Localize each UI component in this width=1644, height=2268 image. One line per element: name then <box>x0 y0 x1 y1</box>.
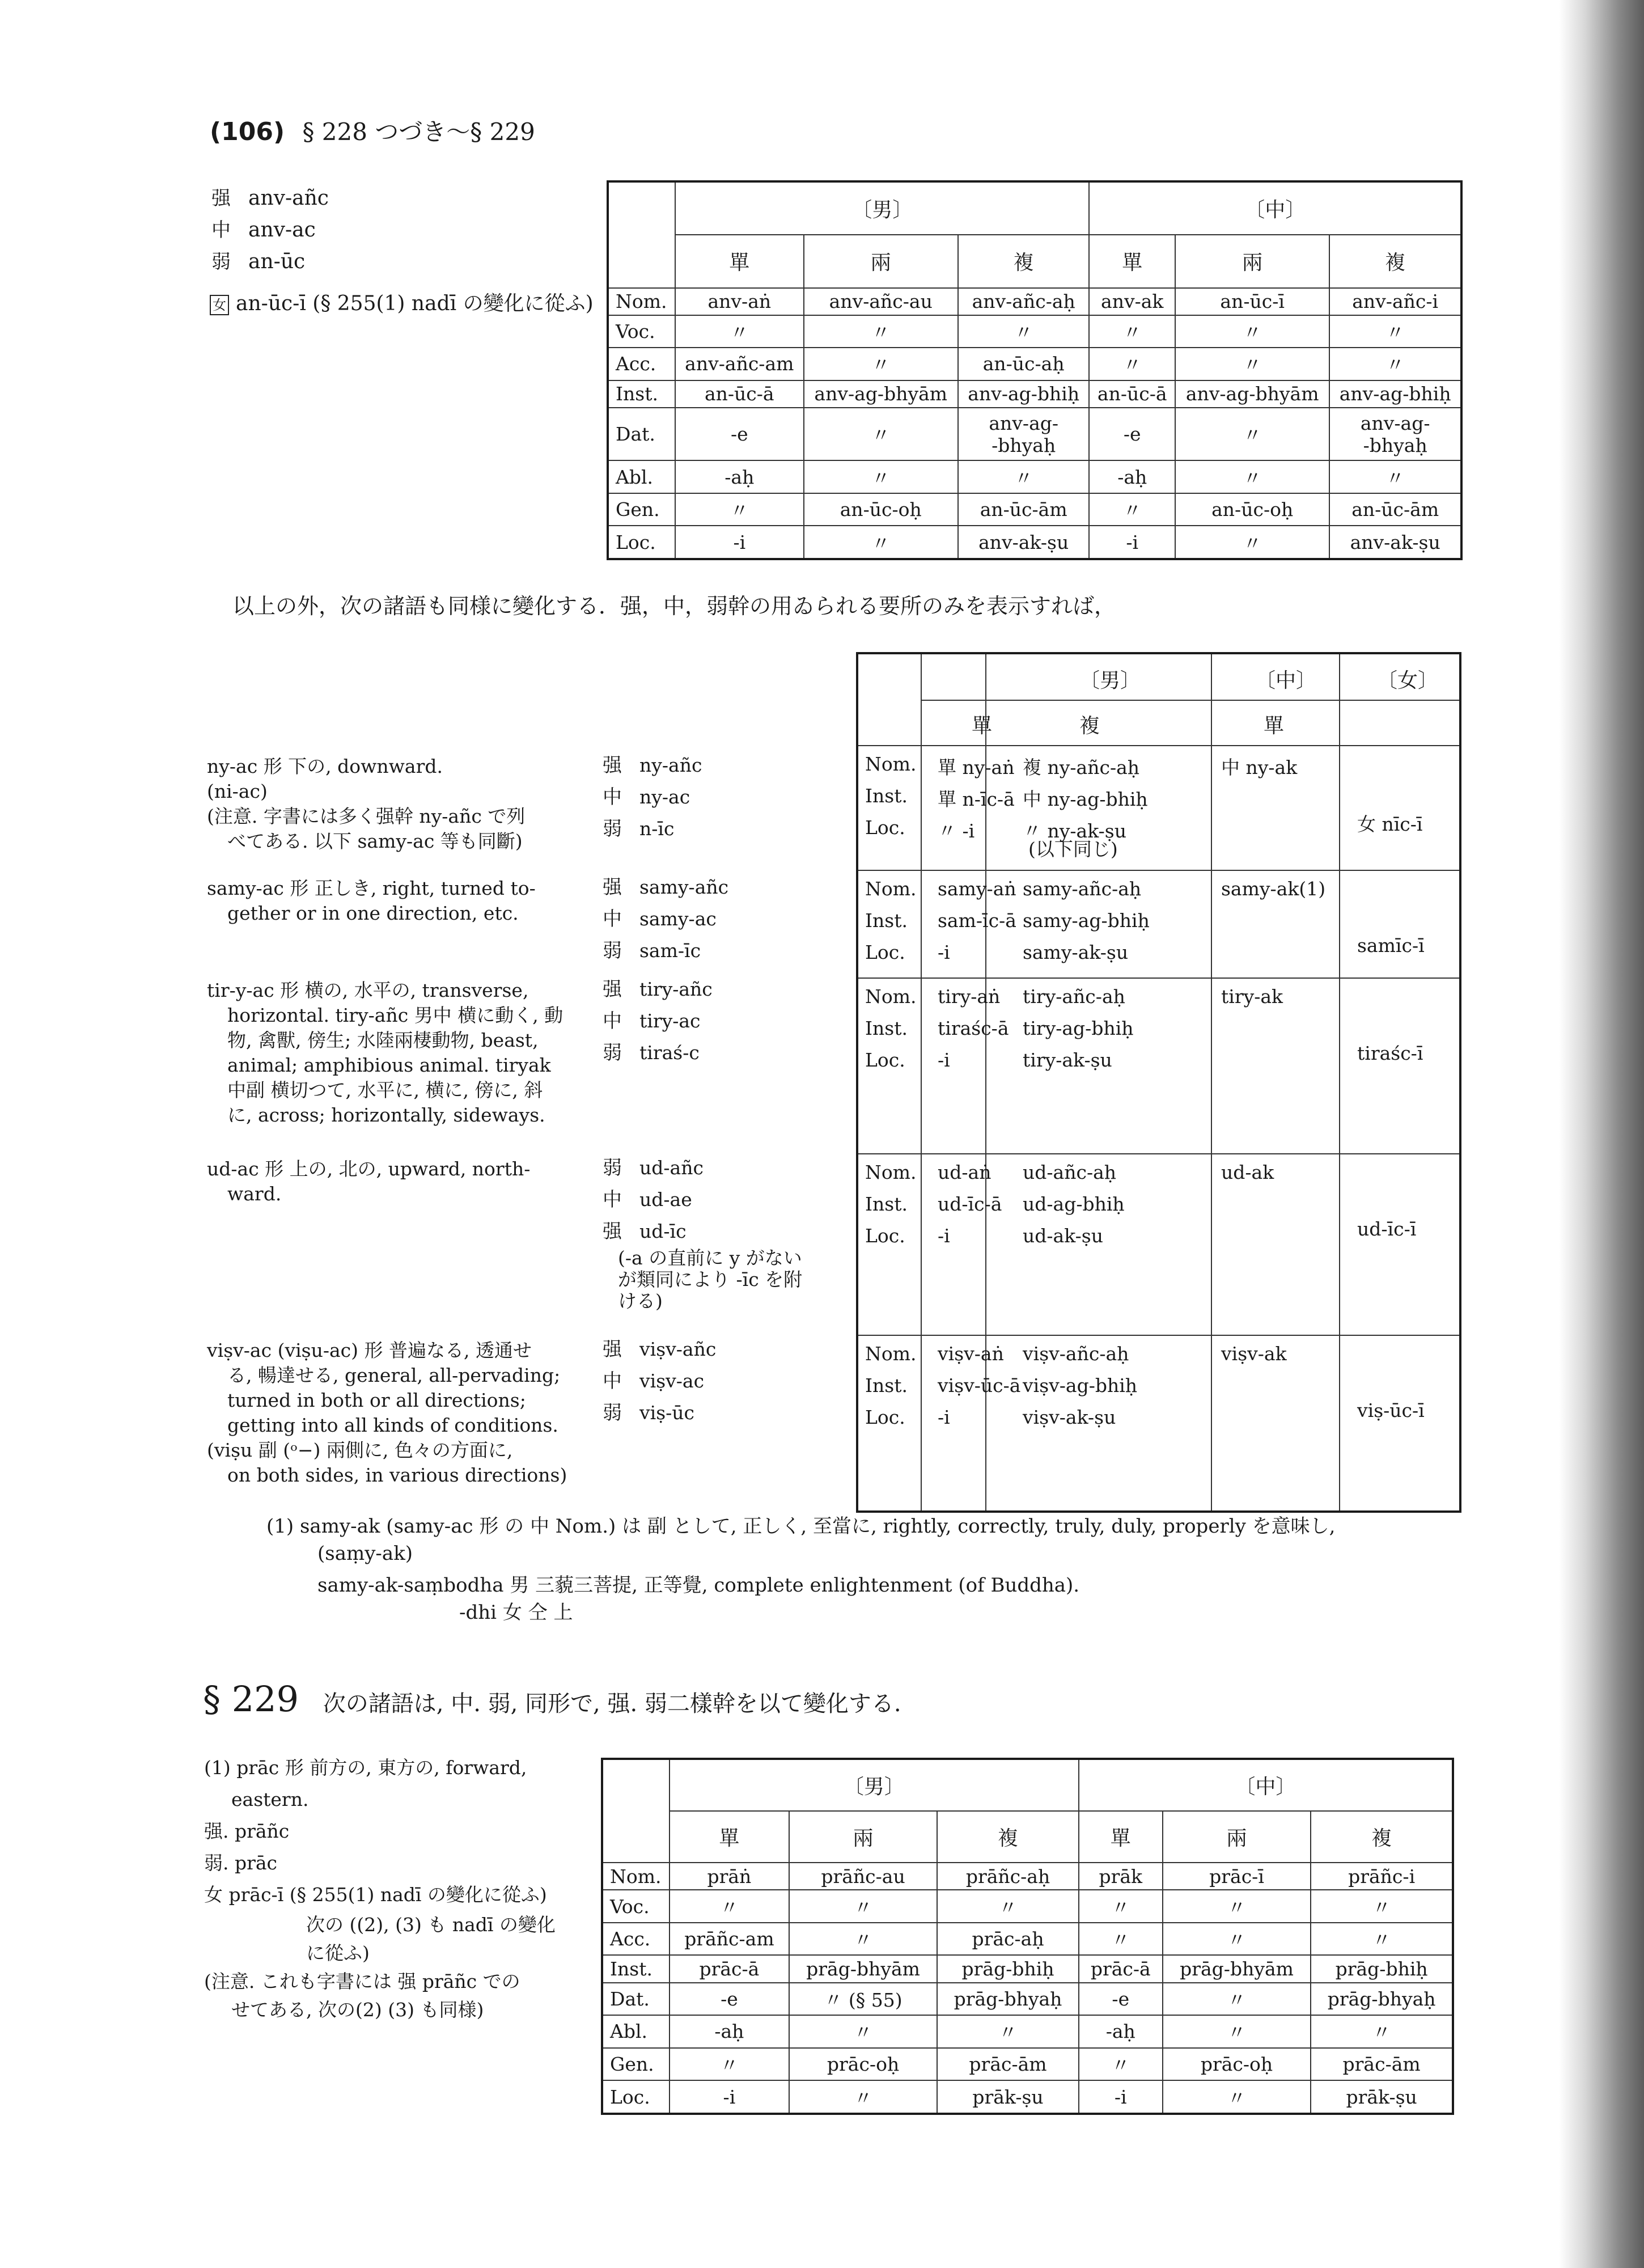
stem-line: 弱 ud-añc <box>603 1157 704 1179</box>
case-label: Acc. <box>602 1923 670 1956</box>
table-row <box>608 408 1461 461</box>
table-row <box>602 1890 1453 1923</box>
case-label: Acc. <box>608 348 675 380</box>
stem-line: 中 ud-ae <box>603 1188 692 1211</box>
stem-line: 中 ny-ac <box>603 786 690 809</box>
feminine-form: tiraśc-ī <box>1357 1042 1423 1064</box>
table-cell: anv-añc-i <box>1329 288 1461 315</box>
intro-paragraph: 以上の外，次の諸語も同様に變化する．强，中，弱幹の用ゐられる要所のみを表示すれば， <box>232 594 1116 619</box>
pl-form: 複 ny-añc-aḥ <box>1023 756 1140 778</box>
prac-line: 弱. prāc <box>204 1852 278 1874</box>
table-cell: prāṅ <box>670 1863 789 1890</box>
table-cell: 〃 <box>675 493 804 526</box>
stem-line: 中 tiry-ac <box>603 1010 701 1033</box>
table-cell: prāg-bhiḥ <box>1311 1955 1453 1982</box>
table-cell: 〃 <box>1163 1983 1311 2016</box>
case-label: Inst. <box>608 380 675 408</box>
pl-form: tiry-añc-aḥ <box>1023 985 1125 1008</box>
table-cell: 〃 <box>1329 460 1461 493</box>
case-label: Dat. <box>608 408 675 461</box>
case-label: Inst. <box>865 1374 908 1397</box>
stem-line: 弱 tiraś-c <box>603 1042 700 1064</box>
prac-line: 强. prāñc <box>204 1820 290 1842</box>
footnote: (1) samy-ak (samy-ac 形 の 中 Nom.) は 副 として, 正しく, 至當に, rightly, correctly, truly, duly, properly を意味し, (saṃy-ak) samy-ak-saṃbodha 男 三藐三菩提, 正等覺, complete enlightenment (of Buddha). -dhi 女 仝 上 <box>266 1515 1336 1624</box>
table-cell: 〃 <box>1329 348 1461 380</box>
lemma-entry: samy-ac 形 正しき, right, turned to- gether or in one direction, etc. <box>207 877 536 924</box>
pl-form: (以下同じ) <box>1028 838 1118 860</box>
table-cell: anv-ag- -bhyaḥ <box>958 408 1090 461</box>
pl-form: samy-ak-ṣu <box>1023 941 1129 963</box>
prac-description <box>204 1752 578 2024</box>
table-cell: prāc-aḥ <box>937 1923 1078 1956</box>
case-label: Loc. <box>865 1406 905 1428</box>
lemma-entry: tir-y-ac 形 横の, 水平の, transverse, horizontal. tiry-añc 男中 横に動く, 動 物, 禽獸, 傍生; 水陸兩棲動物, beast, animal; amphibious animal. tiryak 中副 横切つて, 水平に, 横に, 傍に, 斜 に, across; horizontally, sideways. <box>207 979 563 1126</box>
stem-line: ける) <box>618 1290 663 1312</box>
stem-line: 中 viṣv-ac <box>603 1370 705 1393</box>
sg-form: -i <box>938 941 950 963</box>
case-label: Nom. <box>608 288 675 315</box>
table-cell: 〃 <box>804 460 958 493</box>
number-header: 複 <box>958 235 1090 288</box>
case-label: Inst. <box>865 1193 908 1215</box>
table-cell: anv-ag-bhyām <box>1175 380 1329 408</box>
table-cell: -aḥ <box>670 2015 789 2048</box>
stem-line: 中 samy-ac <box>603 908 717 930</box>
table-cell: 〃 <box>937 1890 1078 1923</box>
feminine-form: viṣ-ūc-ī <box>1357 1399 1425 1421</box>
case-label: Nom. <box>865 1161 917 1183</box>
number-header: 兩 <box>1163 1811 1311 1863</box>
pl-form: samy-ag-bhiḥ <box>1023 909 1150 932</box>
sg-form: tiraśc-ā <box>938 1017 1009 1039</box>
number-header: 單 <box>1264 714 1285 738</box>
case-label: Loc. <box>865 1225 905 1247</box>
table-cell: prāk <box>1079 1863 1163 1890</box>
lemma-stems <box>601 1152 802 1312</box>
table-row <box>602 1923 1453 1956</box>
table-cell: 〃 <box>958 460 1090 493</box>
table-cell: -e <box>675 408 804 461</box>
table-cell: 〃 <box>1175 315 1329 348</box>
table-cell: 〃 <box>1329 315 1461 348</box>
table-cell: 〃 <box>1163 2080 1311 2114</box>
table-row <box>608 288 1461 315</box>
gender-header: 〔中〕 <box>1079 1759 1453 1811</box>
case-label: Dat. <box>602 1983 670 2016</box>
table-cell: prāñc-i <box>1311 1863 1453 1890</box>
table-cell: prāc-oḥ <box>1163 2048 1311 2081</box>
table-cell: -i <box>1079 2080 1163 2114</box>
sg-form: sam-īc-ā <box>938 909 1016 932</box>
pl-form: viṣv-ag-bhiḥ <box>1023 1374 1138 1397</box>
page-edge-shadow <box>1559 0 1644 2268</box>
case-label: Nom. <box>602 1863 670 1890</box>
pl-form: tiry-ag-bhiḥ <box>1023 1017 1134 1039</box>
prac-declension-table <box>601 1758 1454 2115</box>
table-cell: anv-ak-ṣu <box>958 526 1090 559</box>
table-cell: anv-añc-aḥ <box>958 288 1090 315</box>
table-cell: 〃 <box>1163 1890 1311 1923</box>
table-cell: prāk-ṣu <box>937 2080 1078 2114</box>
lemma-stems <box>601 974 713 1069</box>
table-cell: -aḥ <box>1089 460 1175 493</box>
stem-line: 强 anv-añc <box>211 187 329 210</box>
sg-form: ud-īc-ā <box>938 1193 1002 1215</box>
case-label: Inst. <box>602 1955 670 1982</box>
table-cell: anv-añc-am <box>675 348 804 380</box>
table-cell: prāc-ī <box>1163 1863 1311 1890</box>
table-cell: anv-añc-au <box>804 288 958 315</box>
case-label: Loc. <box>608 526 675 559</box>
table-cell: prāg-bhiḥ <box>937 1955 1078 1982</box>
table-cell: prāc-oḥ <box>789 2048 937 2081</box>
table-row <box>608 348 1461 380</box>
lemma-entry: ny-ac 形 下の, downward. (ni-ac) (注意. 字書には多く强幹 ny-añc で列 べてある. 以下 samy-ac 等も同斷) <box>207 755 526 852</box>
gender-header: 〔男〕 <box>670 1759 1079 1811</box>
number-header: 複 <box>1311 1811 1453 1863</box>
neuter-form: tiry-ak <box>1221 985 1283 1008</box>
table-cell: -i <box>675 526 804 559</box>
sg-form: tiry-aṅ <box>938 985 1001 1008</box>
case-label: Nom. <box>865 985 917 1008</box>
table-cell: an-ūc-aḥ <box>958 348 1090 380</box>
number-header: 兩 <box>1175 235 1329 288</box>
gender-header: 〔中〕 <box>1089 181 1461 235</box>
number-header: 單 <box>675 235 804 288</box>
table-row <box>602 1955 1453 1982</box>
table-cell: an-ūc-ā <box>1089 380 1175 408</box>
table-cell: an-ūc-ām <box>1329 493 1461 526</box>
sg-form: viṣv-ūc-ā <box>938 1374 1021 1397</box>
table-cell: -i <box>670 2080 789 2114</box>
pl-form: viṣv-añc-aḥ <box>1023 1343 1129 1365</box>
stem-line: が類同により -īc を附 <box>618 1268 803 1290</box>
number-header: 兩 <box>804 235 958 288</box>
stem-line: 强 samy-añc <box>603 876 729 899</box>
fem-stem-line: 女 an-ūc-ī (§ 255(1) nadī の變化に從ふ) <box>210 288 594 320</box>
table-cell: anv-aṅ <box>675 288 804 315</box>
number-header: 單 <box>972 714 993 738</box>
sg-form: viṣv-aṅ <box>938 1343 1004 1365</box>
gender-header: 〔中〕 <box>1255 669 1317 692</box>
stem-line: 弱 n-īc <box>603 818 675 840</box>
section-229-heading: § 229 次の諸語は, 中. 弱, 同形で, 强. 弱二樣幹を以て變化する. <box>203 1678 901 1720</box>
table-row <box>602 2080 1453 2114</box>
table-cell: prāñc-aḥ <box>937 1863 1078 1890</box>
feminine-form: ud-īc-ī <box>1357 1218 1417 1240</box>
prac-line: せてある, 次の(2) (3) も同様) <box>231 1999 484 2021</box>
table-cell: 〃 <box>670 1890 789 1923</box>
prac-line: (注意. これも字書には 强 prāñc での <box>204 1970 520 1992</box>
table-cell: 〃 <box>1079 1923 1163 1956</box>
table-cell: anv-ak-ṣu <box>1329 526 1461 559</box>
lemma-stems <box>601 750 702 845</box>
table-cell: -e <box>1079 1983 1163 2016</box>
pl-form: 中 ny-ag-bhiḥ <box>1023 788 1148 810</box>
table-cell: 〃 <box>1175 408 1329 461</box>
page-header <box>210 113 535 147</box>
case-label: Loc. <box>865 1049 905 1071</box>
table-cell: 〃 <box>789 2015 937 2048</box>
table-cell: 〃 <box>937 2015 1078 2048</box>
table-cell: 〃 <box>789 2080 937 2114</box>
table-cell: an-ūc-ī <box>1175 288 1329 315</box>
table-cell: 〃 <box>1089 348 1175 380</box>
pl-form: ud-ak-ṣu <box>1023 1225 1103 1247</box>
table-cell: prāk-ṣu <box>1311 2080 1453 2114</box>
case-label: Nom. <box>865 878 917 900</box>
table-cell: prāñc-am <box>670 1923 789 1956</box>
number-header: 單 <box>1089 235 1175 288</box>
case-label: Inst. <box>865 909 908 932</box>
stem-line: 强 tiry-añc <box>603 978 713 1001</box>
table-row <box>608 526 1461 559</box>
table-row <box>608 493 1461 526</box>
gender-header: 〔男〕 <box>1079 669 1141 692</box>
case-label: Abl. <box>608 460 675 493</box>
table-cell: -e <box>1089 408 1175 461</box>
table-row <box>602 1863 1453 1890</box>
table-cell: prāc-ām <box>1311 2048 1453 2081</box>
case-label: Abl. <box>602 2015 670 2048</box>
sg-form: -i <box>938 1406 950 1428</box>
table-cell: an-ūc-oḥ <box>1175 493 1329 526</box>
sg-form: -i <box>938 1049 950 1071</box>
table-cell: 〃 <box>1079 1890 1163 1923</box>
pl-form: samy-añc-aḥ <box>1023 878 1142 900</box>
case-label: Voc. <box>602 1890 670 1923</box>
table-cell: prāg-bhyām <box>789 1955 937 1982</box>
table-row <box>608 315 1461 348</box>
gender-header: 〔女〕 <box>1377 669 1439 692</box>
anvac-stems <box>210 183 594 320</box>
case-label: Inst. <box>865 785 908 807</box>
table-row <box>608 380 1461 408</box>
pl-form: ud-añc-aḥ <box>1023 1161 1117 1183</box>
number-header: 兩 <box>789 1811 937 1863</box>
case-label: Loc. <box>865 941 905 963</box>
derivatives-table <box>856 652 1461 1513</box>
table-cell: anv-ak <box>1089 288 1175 315</box>
table-cell: prāc-ā <box>1079 1955 1163 1982</box>
case-label: Gen. <box>602 2048 670 2081</box>
table-cell: 〃 <box>1175 526 1329 559</box>
neuter-form: samy-ak(1) <box>1221 878 1326 900</box>
stem-line: (-a の直前に y がない <box>618 1247 802 1269</box>
table-cell: an-ūc-ā <box>675 380 804 408</box>
table-cell: 〃 <box>958 315 1090 348</box>
table-cell: anv-ag-bhiḥ <box>1329 380 1461 408</box>
table-cell: 〃 <box>1175 460 1329 493</box>
table-cell: 〃 <box>1089 315 1175 348</box>
table-cell: 〃 <box>804 315 958 348</box>
table-cell: an-ūc-oḥ <box>804 493 958 526</box>
table-row <box>602 1983 1453 2016</box>
lemma-entry: ud-ac 形 上の, 北の, upward, north- ward. <box>207 1158 531 1205</box>
table-cell: prāg-bhyaḥ <box>937 1983 1078 2016</box>
sg-form: samy-aṅ <box>938 878 1016 900</box>
prac-line: に從ふ) <box>306 1942 370 1964</box>
number-header: 複 <box>1079 714 1100 738</box>
number-header: 複 <box>1329 235 1461 288</box>
pl-form: viṣv-ak-ṣu <box>1023 1406 1116 1428</box>
number-header: 複 <box>937 1811 1078 1863</box>
table-cell: 〃 <box>789 1890 937 1923</box>
stem-line: 弱 sam-īc <box>603 940 701 962</box>
sg-form: 單 n-īc-ā <box>938 788 1015 810</box>
anvac-declension-table <box>607 180 1463 560</box>
table-cell: -aḥ <box>675 460 804 493</box>
table-cell: 〃 <box>1089 493 1175 526</box>
prac-line: 次の ((2), (3) も nadī の變化 <box>306 1914 556 1936</box>
stem-line: 弱 an-ūc <box>211 250 306 273</box>
table-cell: 〃 <box>1311 1923 1453 1956</box>
table-cell: an-ūc-ām <box>958 493 1090 526</box>
case-label: Inst. <box>865 1017 908 1039</box>
lemma-stems <box>601 871 728 967</box>
table-cell: 〃 <box>1163 2015 1311 2048</box>
pl-form: tiry-ak-ṣu <box>1023 1049 1112 1071</box>
table-cell: anv-ag-bhyām <box>804 380 958 408</box>
number-header: 單 <box>1079 1811 1163 1863</box>
table-cell: 〃 <box>670 2048 789 2081</box>
lemma-entry: viṣv-ac (viṣu-ac) 形 普遍なる, 透通せ る, 暢達せる, general, all-pervading; turned in both or all directions; getting into all kinds of conditions. (viṣu 副 (ᵒ−) 兩側に, 色々の方面に, on both sides, in various directions) <box>207 1339 567 1486</box>
gender-header: 〔男〕 <box>675 181 1089 235</box>
stem-line: 中 anv-ac <box>211 218 316 242</box>
table-row <box>608 460 1461 493</box>
table-cell: -e <box>670 1983 789 2016</box>
table-cell: prāc-ām <box>937 2048 1078 2081</box>
sg-form: 單 ny-aṅ <box>938 756 1015 778</box>
table-cell: 〃 <box>804 348 958 380</box>
number-header: 單 <box>670 1811 789 1863</box>
case-label: Gen. <box>608 493 675 526</box>
case-label: Loc. <box>865 816 905 839</box>
pl-form: 〃 ny-ak-ṣu <box>1023 820 1126 842</box>
table-row <box>602 2015 1453 2048</box>
neuter-form: 中 ny-ak <box>1221 756 1298 778</box>
pl-form: ud-ag-bhiḥ <box>1023 1193 1125 1215</box>
table-cell: -i <box>1089 526 1175 559</box>
neuter-form: ud-ak <box>1221 1161 1274 1183</box>
stem-line: 强 ny-añc <box>603 754 702 777</box>
prac-line: eastern. <box>231 1788 309 1810</box>
table-cell: prāc-ā <box>670 1955 789 1982</box>
case-label: Loc. <box>602 2080 670 2114</box>
table-cell: -aḥ <box>1079 2015 1163 2048</box>
sg-form: ud-aṅ <box>938 1161 992 1183</box>
table-cell: anv-ag- -bhyaḥ <box>1329 408 1461 461</box>
sg-form: -i <box>938 1225 950 1247</box>
table-cell: 〃 <box>1175 348 1329 380</box>
table-cell: 〃 <box>1163 1923 1311 1956</box>
case-label: Nom. <box>865 753 917 775</box>
section-title: § 228 つづき〜§ 229 <box>302 118 535 146</box>
table-cell: 〃 <box>789 1923 937 1956</box>
table-cell: prāg-bhyaḥ <box>1311 1983 1453 2016</box>
page-number: (106) <box>210 117 285 146</box>
table-cell: prāñc-au <box>789 1863 937 1890</box>
feminine-form: samīc-ī <box>1357 934 1425 957</box>
lemma-stems <box>601 1334 716 1429</box>
table-cell: 〃 <box>804 526 958 559</box>
table-cell: 〃 <box>1079 2048 1163 2081</box>
stem-line: 强 viṣv-añc <box>603 1338 717 1361</box>
case-label: Voc. <box>608 315 675 348</box>
sg-form: 〃 -i <box>938 820 975 842</box>
table-cell: 〃 (§ 55) <box>789 1983 937 2016</box>
table-cell: 〃 <box>1311 2015 1453 2048</box>
table-cell: 〃 <box>675 315 804 348</box>
table-row <box>602 2048 1453 2081</box>
stem-line: 强 ud-īc <box>603 1220 687 1243</box>
table-cell: anv-ag-bhiḥ <box>958 380 1090 408</box>
neuter-form: viṣv-ak <box>1221 1343 1287 1365</box>
table-cell: 〃 <box>804 408 958 461</box>
feminine-form: 女 nīc-ī <box>1357 813 1423 835</box>
stem-line: 弱 viṣ-ūc <box>603 1402 695 1424</box>
table-cell: prāg-bhyām <box>1163 1955 1311 1982</box>
prac-line: 女 prāc-ī (§ 255(1) nadī の變化に從ふ) <box>204 1884 547 1906</box>
case-label: Nom. <box>865 1343 917 1365</box>
table-cell: 〃 <box>1311 1890 1453 1923</box>
prac-line: (1) prāc 形 前方の, 東方の, forward, <box>204 1757 527 1779</box>
